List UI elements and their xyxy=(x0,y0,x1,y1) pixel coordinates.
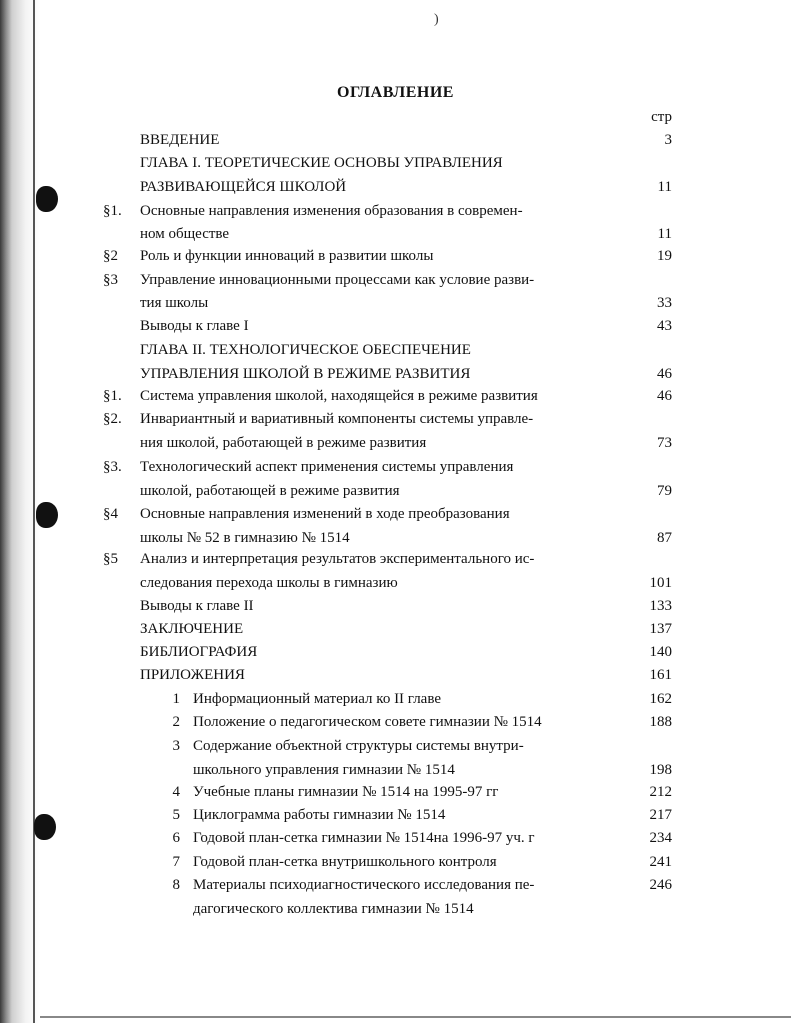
scan-binding-line xyxy=(33,0,35,1023)
appendix-text: Содержание объектной структуры системы внутри- xyxy=(193,738,524,754)
toc-section-number: §1. xyxy=(103,388,122,404)
appendix-page-number: 246 xyxy=(649,877,672,893)
page-corner-mark: ) xyxy=(434,12,439,27)
appendix-text: Циклограмма работы гимназии № 1514 xyxy=(193,807,446,823)
toc-page-number: 161 xyxy=(649,667,672,683)
toc-entry-text: школы № 52 в гимназию № 1514 xyxy=(140,530,350,546)
toc-section-number: §2 xyxy=(103,248,118,264)
toc-page-number: 73 xyxy=(657,435,672,451)
toc-page-number: 79 xyxy=(657,483,672,499)
appendix-text: Положение о педагогическом совете гимназии № 1514 xyxy=(193,714,542,730)
toc-page-number: 137 xyxy=(649,621,672,637)
page-title: ОГЛАВЛЕНИЕ xyxy=(337,84,454,101)
toc-section-number: §4 xyxy=(103,506,118,522)
toc-entry-text: ном обществе xyxy=(140,226,230,242)
appendix-page-number: 234 xyxy=(649,830,672,846)
appendix-text: Годовой план-сетка внутришкольного контроля xyxy=(193,854,497,870)
toc-page-number: 3 xyxy=(664,132,672,148)
toc-entry-text: ПРИЛОЖЕНИЯ xyxy=(140,667,245,683)
toc-page-number: 11 xyxy=(657,226,672,242)
toc-page-number: 43 xyxy=(657,318,672,334)
appendix-number: 8 xyxy=(172,877,180,893)
toc-entry-text: УПРАВЛЕНИЯ ШКОЛОЙ В РЕЖИМЕ РАЗВИТИЯ xyxy=(140,366,471,382)
toc-entry-text: тия школы xyxy=(140,295,209,311)
punch-hole-mark xyxy=(36,502,58,528)
appendix-number: 6 xyxy=(172,830,180,846)
toc-entry-text: ния школой, работающей в режиме развития xyxy=(140,435,427,451)
appendix-number: 5 xyxy=(172,807,180,823)
appendix-number: 1 xyxy=(172,691,180,707)
toc-section-number: §2. xyxy=(103,411,122,427)
toc-section-number: §1. xyxy=(103,203,122,219)
toc-entry-text: Технологический аспект применения системы управления xyxy=(140,459,514,475)
toc-entry-text: Основные направления изменений в ходе преобразования xyxy=(140,506,510,522)
toc-section-number: §3 xyxy=(103,272,118,288)
appendix-number: 3 xyxy=(172,738,180,754)
toc-entry-text: РАЗВИВАЮЩЕЙСЯ ШКОЛОЙ xyxy=(140,179,347,195)
toc-entry-text: Инвариантный и вариативный компоненты системы управле- xyxy=(140,411,534,427)
toc-entry-text: ГЛАВА II. ТЕХНОЛОГИЧЕСКОЕ ОБЕСПЕЧЕНИЕ xyxy=(140,342,471,358)
toc-page-number: 33 xyxy=(657,295,672,311)
toc-page-number: 140 xyxy=(649,644,672,660)
toc-page-number: 19 xyxy=(657,248,672,264)
appendix-text: Материалы психодиагностического исследования пе- xyxy=(193,877,535,893)
appendix-page-number: 217 xyxy=(649,807,672,823)
appendix-page-number: 241 xyxy=(649,854,672,870)
toc-entry-text: Управление инновационными процессами как условие разви- xyxy=(140,272,535,288)
toc-page-number: 87 xyxy=(657,530,672,546)
toc-entry-text: Основные направления изменения образования в современ- xyxy=(140,203,523,219)
appendix-page-number: 162 xyxy=(649,691,672,707)
appendix-text: Учебные планы гимназии № 1514 на 1995-97 гг xyxy=(193,784,499,800)
toc-entry-text: Выводы к главе I xyxy=(140,318,249,334)
toc-entry-text: школой, работающей в режиме развития xyxy=(140,483,400,499)
toc-entry-text: Система управления школой, находящейся в режиме развития xyxy=(140,388,538,404)
toc-page-number: 46 xyxy=(657,366,672,382)
punch-hole-mark xyxy=(34,814,56,840)
toc-entry-text: БИБЛИОГРАФИЯ xyxy=(140,644,258,660)
appendix-text: Информационный материал ко II главе xyxy=(193,691,441,707)
toc-entry-text: следования перехода школы в гимназию xyxy=(140,575,398,591)
punch-hole-mark xyxy=(36,186,58,212)
toc-entry-text: Анализ и интерпретация результатов экспериментального ис- xyxy=(140,551,535,567)
toc-page-number: 46 xyxy=(657,388,672,404)
toc-page-number: 11 xyxy=(657,179,672,195)
appendix-text: дагогического коллектива гимназии № 1514 xyxy=(193,901,474,917)
appendix-number: 2 xyxy=(172,714,180,730)
appendix-text: Годовой план-сетка гимназии № 1514на 1996-97 уч. г xyxy=(193,830,535,846)
appendix-number: 4 xyxy=(172,784,180,800)
appendix-page-number: 188 xyxy=(649,714,672,730)
bottom-edge-line xyxy=(40,1016,791,1018)
toc-entry-text: Выводы к главе II xyxy=(140,598,254,614)
toc-section-number: §3. xyxy=(103,459,122,475)
toc-entry-text: ВВЕДЕНИЕ xyxy=(140,132,220,148)
appendix-page-number: 198 xyxy=(649,762,672,778)
toc-page-number: 101 xyxy=(649,575,672,591)
page-column-header: стр xyxy=(651,109,672,125)
toc-entry-text: Роль и функции инноваций в развитии школы xyxy=(140,248,434,264)
appendix-page-number: 212 xyxy=(649,784,672,800)
appendix-number: 7 xyxy=(172,854,180,870)
appendix-text: школьного управления гимназии № 1514 xyxy=(193,762,455,778)
toc-page-number: 133 xyxy=(649,598,672,614)
toc-entry-text: ЗАКЛЮЧЕНИЕ xyxy=(140,621,244,637)
toc-section-number: §5 xyxy=(103,551,118,567)
toc-entry-text: ГЛАВА I. ТЕОРЕТИЧЕСКИЕ ОСНОВЫ УПРАВЛЕНИЯ xyxy=(140,155,503,171)
